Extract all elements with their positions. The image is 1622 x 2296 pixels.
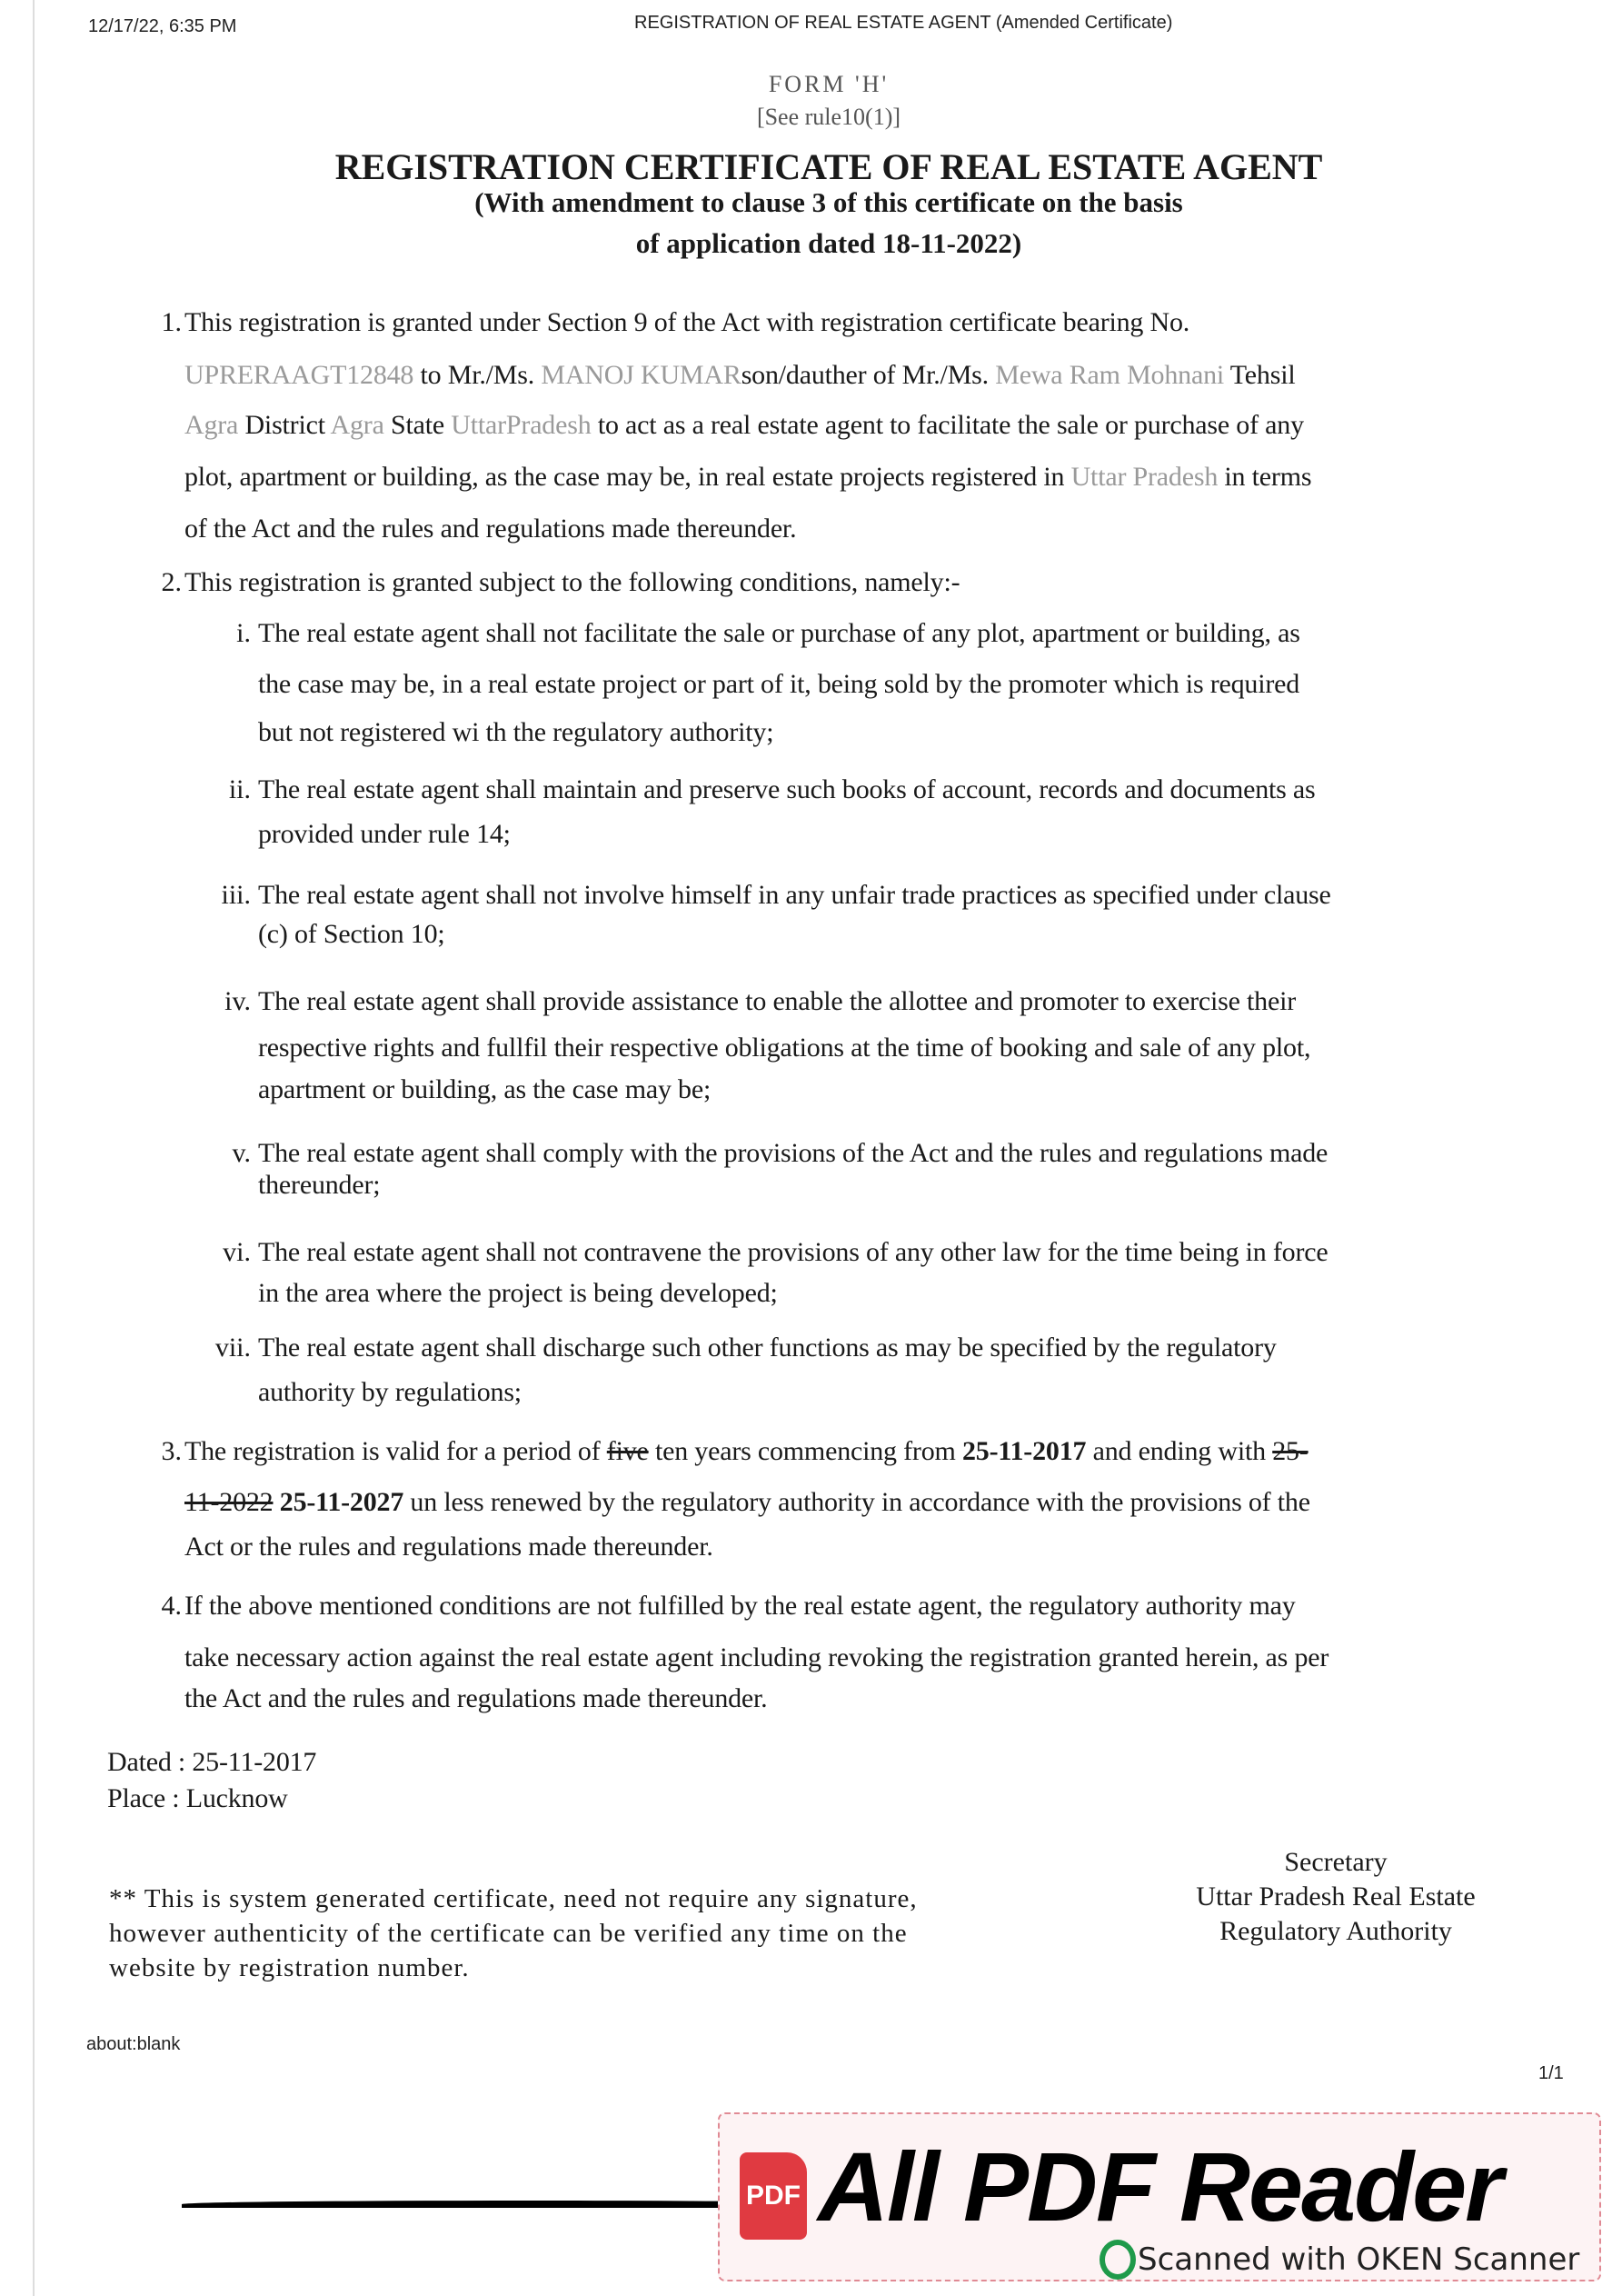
print-page-title: REGISTRATION OF REAL ESTATE AGENT (Amended Certificate) — [634, 13, 1173, 33]
filled-field-value: UttarPradesh — [451, 410, 592, 440]
watermark-scanner-text: Scanned with OKEN Scanner — [1138, 2241, 1580, 2278]
signatory-title: Secretary — [1284, 1847, 1388, 1877]
clause-line — [184, 410, 1304, 441]
clause-line: This registration is granted under Section 9 of the Act with registration certificate bearing No. — [184, 307, 1190, 337]
clause-line: The real estate agent shall provide assistance to enable the allottee and promoter to exercise their — [258, 986, 1297, 1016]
clause-line — [184, 1436, 1309, 1467]
clause-line: the case may be, in a real estate project or part of it, being sold by the promoter which is required — [258, 669, 1300, 699]
clause-number: v. — [232, 1138, 251, 1168]
clause-line: The real estate agent shall not contravene the provisions of any other law for the time being in force — [258, 1237, 1328, 1267]
watermark-title: All PDF Reader — [818, 2131, 1502, 2241]
clause-text: and ending with — [1086, 1436, 1273, 1466]
clause-number: 4. — [161, 1591, 182, 1621]
clause-line: respective rights and fullfil their respective obligations at the time of booking and sale of any plot, — [258, 1033, 1311, 1063]
pdf-icon: PDF — [740, 2152, 807, 2240]
clause-line: The real estate agent shall maintain and preserve such books of account, records and documents as — [258, 774, 1316, 804]
clause-line: (c) of Section 10; — [258, 919, 445, 949]
date-value: 25-11-2017 — [961, 1436, 1087, 1466]
certificate-title: REGISTRATION CERTIFICATE OF REAL ESTATE AGENT — [334, 146, 1323, 187]
clause-line: The real estate agent shall discharge such other functions as may be specified by the regulatory — [258, 1333, 1277, 1363]
clause-line: The real estate agent shall not involve himself in any unfair trade practices as specified under clause — [258, 880, 1331, 910]
certificate-subtitle-2: of application dated 18-11-2022) — [635, 227, 1022, 259]
page-edge — [33, 0, 35, 2296]
filled-field-value: Agra — [184, 410, 239, 440]
signatory-org-1: Uttar Pradesh Real Estate — [1196, 1882, 1476, 1912]
clause-text: to act as a real estate agent to facilitate the sale or purchase of any — [591, 410, 1304, 440]
watermark-banner — [718, 2112, 1601, 2281]
clause-number: i. — [236, 618, 251, 648]
certificate-subtitle-1: (With amendment to clause 3 of this certificate on the basis — [474, 186, 1183, 218]
filled-field-value: Agra — [330, 410, 384, 440]
filled-field-value: Uttar Pradesh — [1070, 462, 1219, 492]
clause-text: Tehsil — [1224, 360, 1296, 390]
clause-number: iii. — [221, 880, 251, 910]
clause-text: in terms — [1218, 462, 1312, 492]
clause-line: authority by regulations; — [258, 1377, 522, 1407]
struck-text: 11-2022 — [184, 1487, 274, 1517]
clause-text: The registration is valid for a period of — [184, 1436, 607, 1466]
clause-text: ten years commencing from — [648, 1436, 962, 1466]
filled-field-value: UPRERAAGT12848 — [184, 360, 414, 390]
footnote-line: ** This is system generated certificate, need not require any signature, — [109, 1884, 918, 1913]
clause-number: 2. — [161, 567, 182, 597]
clause-number: 1. — [161, 307, 182, 337]
footnote — [109, 1882, 918, 1985]
clause-number: iv. — [224, 986, 251, 1016]
footer-page-number: 1/1 — [1538, 2063, 1564, 2083]
clause-line: If the above mentioned conditions are not fulfilled by the real estate agent, the regulatory authority may — [184, 1591, 1296, 1621]
clause-line: but not registered wi th the regulatory authority; — [258, 717, 774, 747]
clause-line: of the Act and the rules and regulations made thereunder. — [184, 514, 797, 544]
place: Place : Lucknow — [107, 1783, 288, 1813]
signatory-block — [1118, 1845, 1554, 1949]
clause-line: apartment or building, as the case may be; — [258, 1074, 711, 1104]
clause-line: take necessary action against the real estate agent including revoking the registration granted herein, as per — [184, 1642, 1329, 1672]
clause-line: Act or the rules and regulations made thereunder. — [184, 1532, 713, 1562]
clause-number: vi. — [223, 1237, 251, 1267]
oken-scanner-icon — [1100, 2240, 1136, 2280]
clause-text: plot, apartment or building, as the case may be, in real estate projects registered in — [184, 462, 1071, 492]
filled-field-value: Mewa Ram Mohnani — [995, 360, 1225, 390]
footer-url: about:blank — [86, 2034, 181, 2054]
footnote-line: website by registration number. — [109, 1953, 470, 1982]
clause-text: to Mr./Ms. — [413, 360, 542, 390]
clause-line: The real estate agent shall comply with the provisions of the Act and the rules and regulations made — [258, 1138, 1328, 1168]
print-datetime: 12/17/22, 6:35 PM — [88, 16, 237, 36]
clause-line: This registration is granted subject to the following conditions, namely:- — [184, 567, 960, 597]
clause-line: The real estate agent shall not facilitate the sale or purchase of any plot, apartment or building, as — [258, 618, 1300, 648]
clause-line: the Act and the rules and regulations made thereunder. — [184, 1683, 768, 1713]
clause-line — [184, 1487, 1310, 1518]
clause-text — [273, 1487, 279, 1517]
clause-text: District — [238, 410, 331, 440]
clause-line — [184, 360, 1295, 391]
struck-text: 25- — [1272, 1436, 1309, 1466]
clause-text: son/dauther of Mr./Ms. — [741, 360, 996, 390]
date-value: 25-11-2027 — [279, 1487, 404, 1517]
filled-field-value: MANOJ KUMAR — [541, 360, 741, 390]
clause-line — [184, 462, 1311, 493]
footnote-line: however authenticity of the certificate can be verified any time on the — [109, 1919, 908, 1948]
form-number: FORM 'H' — [768, 71, 890, 97]
clause-line: in the area where the project is being developed; — [258, 1278, 778, 1308]
form-rule: [See rule10(1)] — [756, 104, 901, 130]
signatory-org-2: Regulatory Authority — [1219, 1916, 1452, 1946]
clause-number: 3. — [161, 1436, 182, 1466]
clause-number: ii. — [228, 774, 251, 804]
dated: Dated : 25-11-2017 — [107, 1747, 317, 1777]
clause-text: State — [383, 410, 452, 440]
struck-text: five — [606, 1436, 649, 1466]
clause-number: vii. — [214, 1333, 251, 1363]
clause-text: un less renewed by the regulatory authority in accordance with the provisions of the — [403, 1487, 1310, 1517]
clause-line: provided under rule 14; — [258, 819, 511, 849]
clause-line: thereunder; — [258, 1170, 381, 1200]
